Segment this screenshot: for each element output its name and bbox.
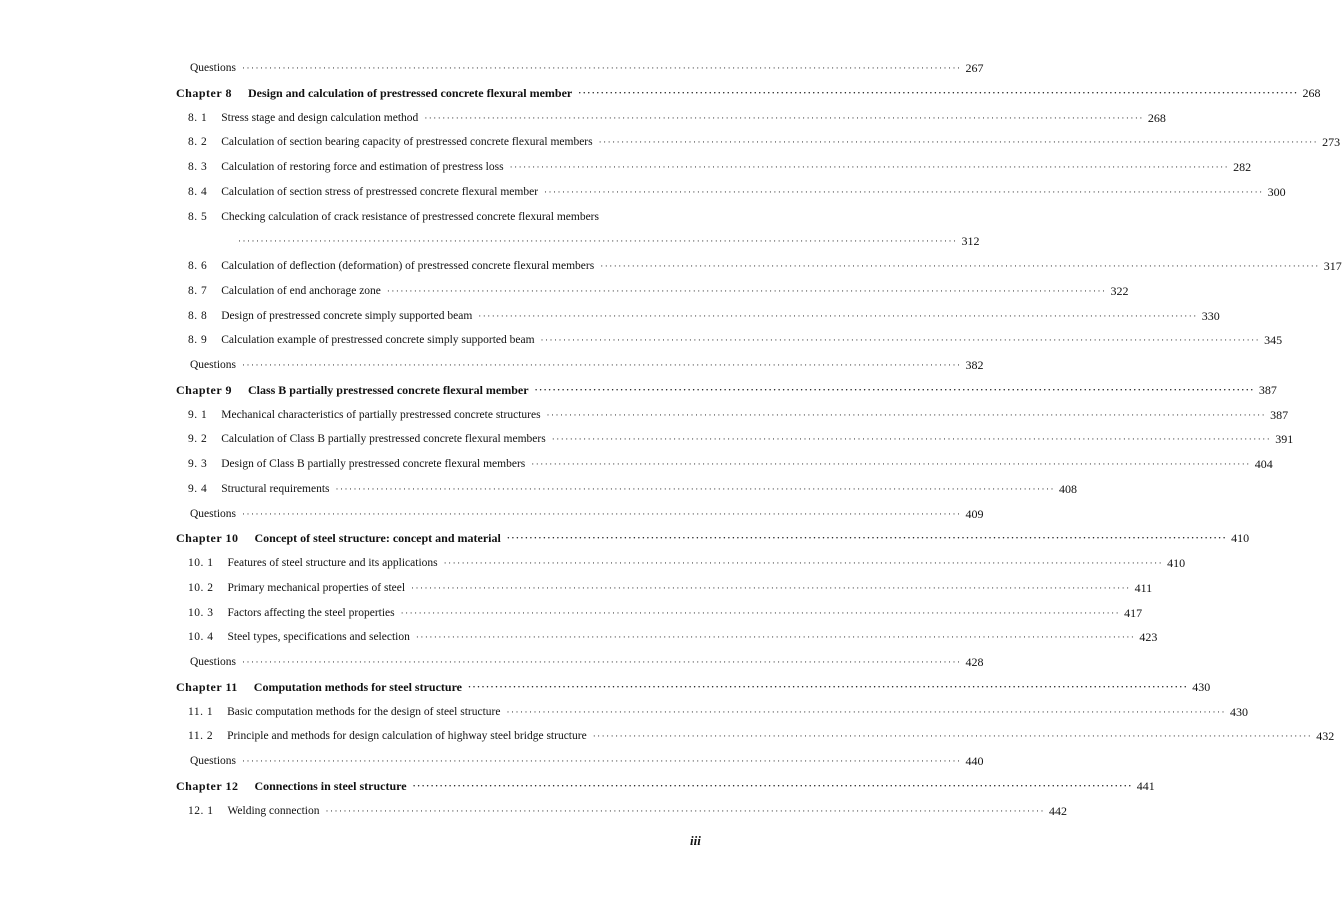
dot-leader (242, 353, 962, 378)
entry-page-number: 423 (1139, 630, 1158, 645)
dot-leader (468, 675, 1188, 700)
dot-leader (535, 378, 1255, 403)
dot-leader (444, 551, 1164, 576)
toc-chapter-entry (176, 526, 1250, 551)
entry-number: 8. 6 (188, 260, 208, 272)
toc-section-entry (176, 799, 1068, 824)
entry-title: Questions (190, 507, 236, 520)
entry-title: Questions (190, 755, 236, 767)
entry-number: Chapter 12 (176, 778, 239, 793)
entry-title: Class B partially prestressed concrete flexural member (247, 382, 529, 397)
toc-section-entry (176, 601, 1143, 626)
toc-section-entry (176, 700, 1248, 725)
entry-number: 8. 2 (188, 136, 208, 149)
entry-number: 8. 1 (188, 111, 208, 124)
entry-number: 10. 4 (188, 631, 214, 644)
entry-title: Calculation of restoring force and estimation of prestress loss (221, 161, 504, 173)
entry-number: Chapter 10 (176, 531, 239, 546)
entry-title: Features of steel structure and its applications (227, 557, 438, 569)
entry-title: Computation methods for steel structure (253, 679, 462, 694)
entry-number: 11. 1 (188, 705, 214, 718)
entry-title: Questions (190, 62, 236, 74)
dot-leader (326, 799, 1046, 824)
entry-title: Primary mechanical properties of steel (227, 581, 406, 594)
dot-leader (478, 304, 1198, 329)
entry-title: Principle and methods for design calculation of highway steel bridge structure (227, 730, 587, 743)
dot-leader (424, 106, 1144, 131)
entry-title: Design of prestressed concrete simply supported beam (221, 309, 473, 322)
entry-number: 9. 4 (188, 482, 208, 495)
entry-page-number: 440 (965, 754, 984, 768)
dot-leader (242, 56, 962, 81)
entry-page-number: 442 (1049, 803, 1068, 818)
entry-page-number: 387 (1258, 382, 1277, 397)
entry-number: 9. 1 (188, 408, 208, 421)
entry-title: Calculation of section stress of prestressed concrete flexural member (221, 185, 539, 198)
entry-page-number: 268 (1147, 110, 1166, 125)
dot-leader (242, 650, 962, 675)
entry-number: 8. 8 (188, 309, 208, 322)
entry-title: Steel types, specifications and selection (227, 631, 410, 644)
dot-leader (510, 155, 1230, 180)
toc-section-entry (176, 576, 1153, 601)
toc-section-entry (176, 254, 1342, 279)
entry-title: Mechanical characteristics of partially prestressed concrete structures (221, 408, 541, 421)
toc-section-entry (176, 180, 1286, 205)
entry-title: Calculation example of prestressed concrete simply supported beam (221, 334, 535, 347)
dot-leader (238, 229, 958, 254)
entry-page-number: 410 (1231, 531, 1250, 546)
entry-number: Chapter 8 (176, 85, 232, 100)
entry-page-number: 267 (965, 61, 984, 75)
entry-title: Calculation of Class B partially prestressed concrete flexural members (221, 433, 546, 446)
toc-section-entry (176, 427, 1294, 452)
table-of-contents (176, 56, 1342, 823)
toc-section-entry (176, 304, 1220, 329)
entry-page-number: 273 (1322, 135, 1341, 150)
dot-leader (416, 625, 1136, 650)
entry-page-number: 417 (1124, 605, 1143, 620)
entry-number: 9. 3 (188, 458, 208, 470)
entry-page-number: 430 (1192, 679, 1211, 694)
entry-page-number: 409 (965, 506, 984, 521)
entry-page-number: 382 (965, 358, 984, 372)
dot-leader (593, 724, 1313, 749)
entry-title: Structural requirements (221, 482, 330, 495)
toc-questions-entry (176, 56, 984, 81)
dot-leader (242, 502, 962, 527)
entry-title: Stress stage and design calculation method (221, 111, 419, 124)
toc-chapter-entry (176, 774, 1155, 799)
dot-leader (401, 601, 1121, 626)
entry-number: 8. 5 (188, 210, 208, 223)
toc-questions-entry (176, 650, 984, 675)
entry-page-number: 391 (1275, 432, 1294, 447)
entry-number: 10. 2 (188, 581, 214, 594)
dot-leader (541, 328, 1261, 353)
entry-number: 8. 7 (188, 284, 208, 297)
toc-section-entry (176, 155, 1252, 180)
entry-number: 10. 3 (188, 606, 214, 619)
entry-title: Questions (190, 359, 236, 371)
dot-leader (531, 452, 1251, 477)
entry-number: Chapter 11 (176, 679, 238, 694)
entry-page-number: 404 (1254, 457, 1273, 471)
entry-title: Design and calculation of prestressed concrete flexural member (247, 85, 573, 100)
toc-chapter-entry (176, 81, 1321, 106)
entry-number: 10. 1 (188, 557, 214, 569)
entry-page-number: 430 (1230, 704, 1248, 719)
entry-title: Checking calculation of crack resistance of prestressed concrete flexural members (221, 210, 599, 223)
entry-title: Questions (190, 656, 236, 668)
entry-number: Chapter 9 (176, 382, 232, 397)
entry-number: 8. 9 (188, 334, 208, 347)
dot-leader (411, 576, 1131, 601)
dot-leader (413, 774, 1133, 799)
entry-page-number: 268 (1302, 85, 1321, 100)
dot-leader (552, 427, 1272, 452)
dot-leader (507, 526, 1227, 551)
toc-section-entry (176, 477, 1078, 502)
toc-chapter-entry (176, 675, 1211, 700)
entry-title: Calculation of deflection (deformation) of prestressed concrete flexural members (221, 260, 595, 272)
toc-continuation-entry (176, 229, 980, 254)
toc-section-entry (176, 130, 1341, 155)
toc-section-entry (176, 724, 1335, 749)
entry-page-number: 330 (1201, 308, 1220, 323)
entry-title: Concept of steel structure: concept and material (254, 531, 501, 546)
toc-section-entry (176, 551, 1186, 576)
page-folio: iii (690, 833, 701, 848)
entry-page-number: 345 (1264, 333, 1283, 348)
toc-chapter-entry (176, 378, 1277, 403)
entry-title: Design of Class B partially prestressed concrete flexural members (221, 458, 526, 470)
toc-section-entry (176, 625, 1158, 650)
entry-number: 11. 2 (188, 730, 214, 743)
entry-page-number: 428 (965, 655, 984, 669)
entry-page-number: 410 (1167, 556, 1186, 570)
entry-page-number: 312 (961, 234, 980, 249)
toc-section-entry (176, 205, 711, 230)
dot-leader (242, 749, 962, 774)
entry-page-number: 387 (1270, 407, 1289, 422)
entry-title: Factors affecting the steel properties (227, 606, 395, 619)
toc-questions-entry (176, 502, 984, 527)
toc-questions-entry (176, 353, 984, 378)
entry-title: Calculation of section bearing capacity of prestressed concrete flexural members (221, 136, 593, 149)
toc-section-entry (176, 452, 1273, 477)
entry-page-number: 317 (1323, 259, 1342, 273)
dot-leader (506, 700, 1226, 725)
entry-number: 12. 1 (188, 804, 214, 817)
entry-page-number: 282 (1233, 160, 1252, 174)
dot-leader (599, 130, 1319, 155)
dot-leader (600, 254, 1320, 279)
dot-leader (544, 180, 1264, 205)
dot-leader (387, 279, 1107, 304)
entry-page-number: 408 (1059, 481, 1078, 496)
toc-section-entry (176, 328, 1283, 353)
entry-page-number: 432 (1316, 729, 1335, 744)
entry-page-number: 411 (1134, 580, 1153, 595)
entry-title: Connections in steel structure (254, 778, 407, 793)
entry-title: Welding connection (227, 804, 320, 817)
entry-number: 9. 2 (188, 433, 208, 446)
entry-title: Calculation of end anchorage zone (221, 284, 381, 297)
toc-section-entry (176, 403, 1289, 428)
dot-leader (336, 477, 1056, 502)
entry-page-number: 300 (1267, 184, 1286, 199)
entry-number: 8. 3 (188, 161, 208, 173)
toc-section-entry (176, 279, 1129, 304)
entry-title: Basic computation methods for the design of steel structure (227, 705, 501, 718)
entry-number: 8. 4 (188, 185, 208, 198)
toc-section-entry (176, 106, 1166, 131)
entry-page-number: 441 (1136, 778, 1155, 793)
toc-questions-entry (176, 749, 984, 774)
entry-page-number: 322 (1110, 283, 1129, 298)
dot-leader (547, 403, 1267, 428)
dot-leader (578, 81, 1298, 106)
